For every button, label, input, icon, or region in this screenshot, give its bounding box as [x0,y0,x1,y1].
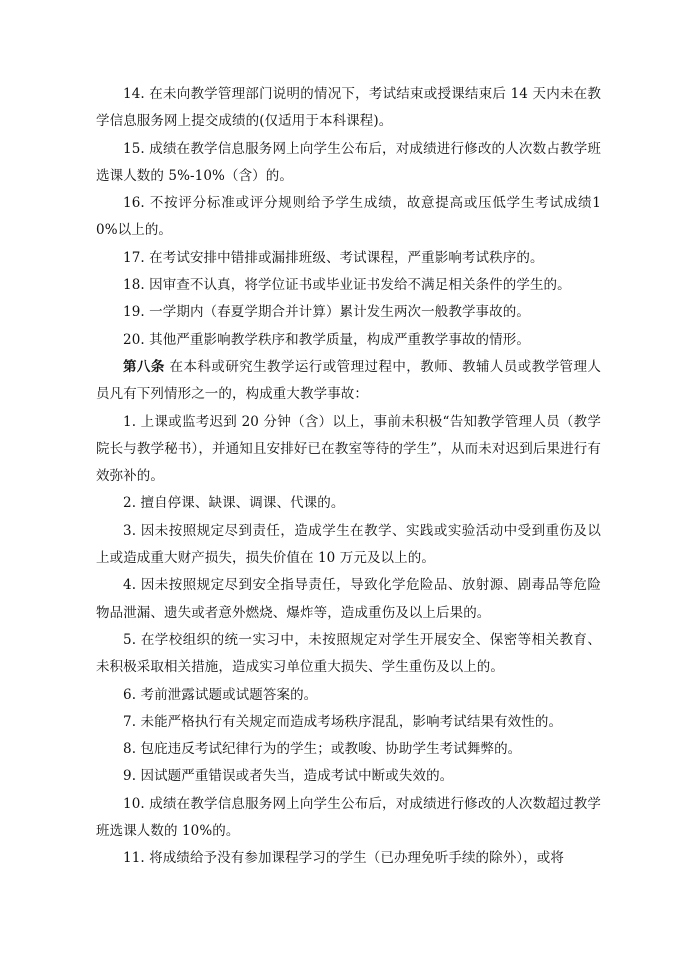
article-8-text: 在本科或研究生教学运行或管理过程中，教师、教辅人员或教学管理人员凡有下列情形之一的，构成重大教学事故： [96,358,601,403]
item-10: 10. 成绩在教学信息服务网上向学生公布后，对成绩进行修改的人次数超过教学班选课人数的 10%的。 [96,795,601,840]
article-8 [96,354,601,409]
clause-18: 18. 因审查不认真，将学位证书或毕业证书发给不满足相关条件的学生的。 [123,277,571,294]
item-6: 6. 考前泄露试题或试题答案的。 [123,686,318,703]
clause-15: 15. 成绩在教学信息服务网上向学生公布后，对成绩进行修改的人次数占教学班选课人数的 5%-10%（含）的。 [96,140,601,184]
clause-14: 14. 在未向教学管理部门说明的情况下，考试结束或授课结束后 14 天内未在教学信息服务网上提交成绩的(仅适用于本科课程)。 [96,86,601,130]
item-3: 3. 因未按照规定尽到责任，造成学生在教学、实践或实验活动中受到重伤及以上或造成重大财产损失，损失价值在 10 万元及以上的。 [96,522,601,567]
item-1: 1. 上课或监考迟到 20 分钟（含）以上，事前未积极“告知教学管理人员（教学院长与教学秘书），并通知且安排好已在教室等待的学生”，从而未对迟到后果进行有效弥补的。 [96,413,601,485]
clause-16: 16. 不按评分标准或评分规则给予学生成绩，故意提高或压低学生考试成绩10%以上的。 [96,195,601,239]
document-body [96,81,601,873]
clause-20: 20. 其他严重影响教学秩序和教学质量，构成严重教学事故的情形。 [123,331,530,348]
article-8-heading: 第八条 [123,358,165,375]
clause-19: 19. 一学期内（春夏学期合并计算）累计发生两次一般教学事故的。 [123,304,530,321]
item-8: 8. 包庇违反考试纪律行为的学生；或教唆、协助学生考试舞弊的。 [123,741,522,758]
item-9: 9. 因试题严重错误或者失当，造成考试中断或失效的。 [123,768,454,785]
item-11: 11. 将成绩给予没有参加课程学习的学生（已办理免听手续的除外），或将 [123,850,565,867]
item-4: 4. 因未按照规定尽到安全指导责任，导致化学危险品、放射源、剧毒品等危险物品泄漏、遗失或者意外燃烧、爆炸等，造成重伤及以上后果的。 [96,577,601,621]
item-7: 7. 未能严格执行有关规定而造成考场秩序混乱，影响考试结果有效性的。 [123,713,563,730]
item-5: 5. 在学校组织的统一实习中，未按照规定对学生开展安全、保密等相关教育、未积极采取相关措施，造成实习单位重大损失、学生重伤及以上的。 [96,631,601,676]
item-2: 2. 擅自停课、缺课、调课、代课的。 [123,495,345,512]
clause-17: 17. 在考试安排中错排或漏排班级、考试课程，严重影响考试秩序的。 [123,249,544,266]
